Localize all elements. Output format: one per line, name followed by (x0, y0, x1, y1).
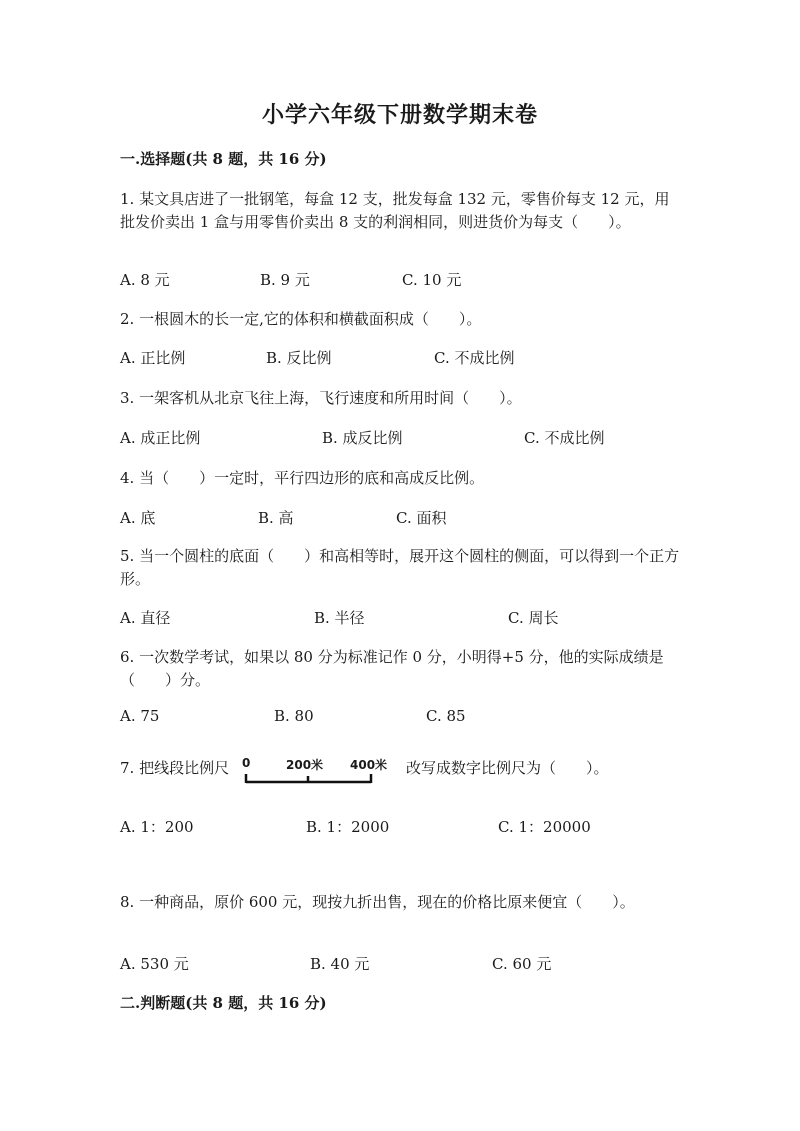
question-4-text: 4. 当（ ）一定时，平行四边形的底和高成反比例。 (120, 469, 485, 487)
question-3-options (120, 427, 680, 449)
q8-option-c[interactable]: C. 60 元 (492, 955, 552, 973)
page-title: 小学六年级下册数学期末卷 (261, 102, 538, 128)
scale-label-0: 0 (242, 756, 251, 770)
q7-text-after: 改写成数字比例尺为（ ）。 (406, 759, 609, 777)
q8-option-a[interactable]: A. 530 元 (120, 955, 189, 973)
q1-option-b[interactable]: B. 9 元 (260, 271, 310, 289)
q4-option-c[interactable]: C. 面积 (396, 509, 447, 527)
question-8-options (120, 953, 680, 975)
question-1-options (120, 269, 680, 291)
q2-option-a[interactable]: A. 正比例 (120, 349, 186, 367)
q1-option-a[interactable]: A. 8 元 (120, 271, 170, 289)
line-scale-figure (242, 755, 392, 795)
question-5-text: 5. 当一个圆柱的底面（ ）和高相等时，展开这个圆柱的侧面，可以得到一个正方形。 (120, 547, 680, 588)
scale-label-200: 200米 (286, 758, 324, 772)
scale-bar-icon (242, 755, 392, 795)
question-4-options (120, 507, 680, 529)
section-heading-choice: 一.选择题(共 8 题，共 16 分) (120, 150, 327, 168)
question-7-options (120, 816, 680, 838)
q3-option-c[interactable]: C. 不成比例 (524, 429, 605, 447)
q5-option-a[interactable]: A. 直径 (120, 609, 171, 627)
q8-option-b[interactable]: B. 40 元 (310, 955, 370, 973)
q7-option-b[interactable]: B. 1：2000 (306, 818, 390, 836)
question-5-options (120, 607, 680, 629)
question-6-options (120, 707, 680, 729)
q4-option-a[interactable]: A. 底 (120, 509, 156, 527)
q6-option-b[interactable]: B. 80 (274, 707, 314, 725)
q2-option-c[interactable]: C. 不成比例 (434, 349, 515, 367)
q5-option-b[interactable]: B. 半径 (314, 609, 365, 627)
question-7-text (120, 755, 680, 795)
question-3-text: 3. 一架客机从北京飞往上海，飞行速度和所用时间（ ）。 (120, 389, 522, 407)
question-2-options (120, 347, 680, 369)
q3-option-a[interactable]: A. 成正比例 (120, 429, 201, 447)
scale-label-400: 400米 (350, 758, 388, 772)
question-8-text: 8. 一种商品，原价 600 元，现按九折出售，现在的价格比原来便宜（ ）。 (120, 893, 635, 911)
q7-text-before: 7. 把线段比例尺 (120, 759, 230, 777)
q3-option-b[interactable]: B. 成反比例 (322, 429, 403, 447)
question-2-text: 2. 一根圆木的长一定,它的体积和横截面积成（ ）。 (120, 310, 482, 328)
section-heading-judgment: 二.判断题(共 8 题，共 16 分) (120, 994, 327, 1012)
q4-option-b[interactable]: B. 高 (258, 509, 294, 527)
q7-option-a[interactable]: A. 1：200 (120, 818, 194, 836)
question-6-text: 6. 一次数学考试，如果以 80 分为标准记作 0 分，小明得+5 分，他的实际成绩是（ ）分。 (120, 648, 664, 689)
q6-option-c[interactable]: C. 85 (426, 707, 466, 725)
q2-option-b[interactable]: B. 反比例 (266, 349, 332, 367)
q1-option-c[interactable]: C. 10 元 (402, 271, 462, 289)
q6-option-a[interactable]: A. 75 (120, 707, 160, 725)
question-1-text: 1. 某文具店进了一批钢笔，每盒 12 支，批发每盒 132 元，零售价每支 12 元，用批发价卖出 1 盒与用零售价卖出 8 支的利润相同，则进货价为每支（ ）。 (120, 190, 670, 231)
q7-option-c[interactable]: C. 1：20000 (498, 818, 591, 836)
q5-option-c[interactable]: C. 周长 (508, 609, 559, 627)
